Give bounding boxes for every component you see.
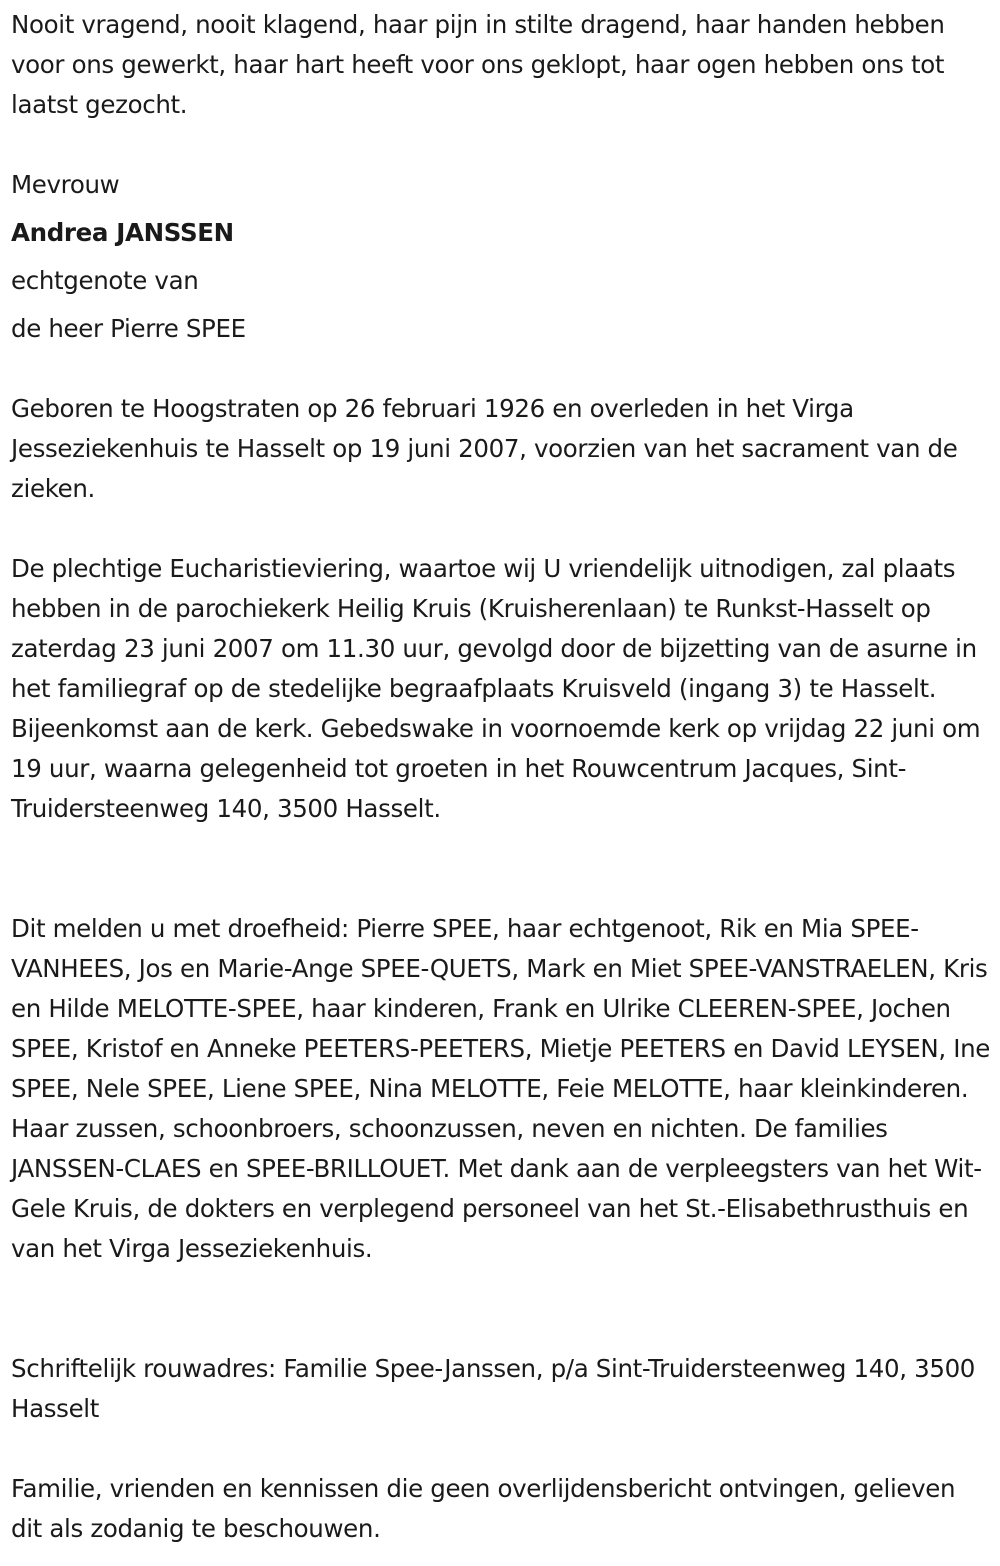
relation-label: echtgenote van: [11, 266, 199, 295]
closing-note: Familie, vrienden en kennissen die geen overlijdensbericht ontvingen, gelieven dit als zodanig te beschouwen.: [11, 1474, 956, 1543]
mourning-address: Schriftelijk rouwadres: Familie Spee-Janssen, p/a Sint-Truidersteenweg 140, 3500 Hasselt: [11, 1354, 976, 1423]
deceased-title: Mevrouw: [11, 170, 120, 199]
family-announcement-paragraph: Dit melden u met droefheid: Pierre SPEE, haar echtgenoot, Rik en Mia SPEE-VANHEES, Jos en Marie-Ange SPEE-QUETS, Mark en Miet SPEE-VANSTRAELEN, Kris en Hilde MELOTTE-SPEE, haar kinderen, Frank en Ulrike CLEEREN-SPEE, Jochen SPEE, Kristof en Anneke PEETERS-PEETERS, Mietje PEETERS en David LEYSEN, Ine SPEE, Nele SPEE, Liene SPEE, Nina MELOTTE, Feie MELOTTE, haar kleinkinderen. Haar zussen, schoonbroers, schoonzussen, neven en nichten. De families JANSSEN-CLAES en SPEE-BRILLOUET. Met dank aan de verpleegsters van het Wit-Gele Kruis, de dokters en verplegend personeel van het St.-Elisabethrusthuis en van het Virga Jesseziekenhuis.: [11, 914, 990, 1263]
intro-verse: Nooit vragend, nooit klagend, haar pijn in stilte dragend, haar handen hebben voor ons gewerkt, haar hart heeft voor ons geklopt, haar ogen hebben ons tot laatst gezocht.: [11, 10, 945, 119]
birth-death-paragraph: Geboren te Hoogstraten op 26 februari 1926 en overleden in het Virga Jesseziekenhuis te Hasselt op 19 juni 2007, voorzien van het sacrament van de zieken.: [11, 394, 958, 503]
spouse-name: de heer Pierre SPEE: [11, 314, 246, 343]
funeral-details-paragraph: De plechtige Eucharistieviering, waartoe wij U vriendelijk uitnodigen, zal plaats hebben in de parochiekerk Heilig Kruis (Kruisherenlaan) te Runkst-Hasselt op zaterdag 23 juni 2007 om 11.30 uur, gevolgd door de bijzetting van de asurne in het familiegraf op de stedelijke begraafplaats Kruisveld (ingang 3) te Hasselt. Bijeenkomst aan de kerk. Gebedswake in voornoemde kerk op vrijdag 22 juni om 19 uur, waarna gelegenheid tot groeten in het Rouwcentrum Jacques, Sint-Truidersteenweg 140, 3500 Hasselt.: [11, 554, 981, 823]
deceased-name: Andrea JANSSEN: [11, 218, 234, 247]
